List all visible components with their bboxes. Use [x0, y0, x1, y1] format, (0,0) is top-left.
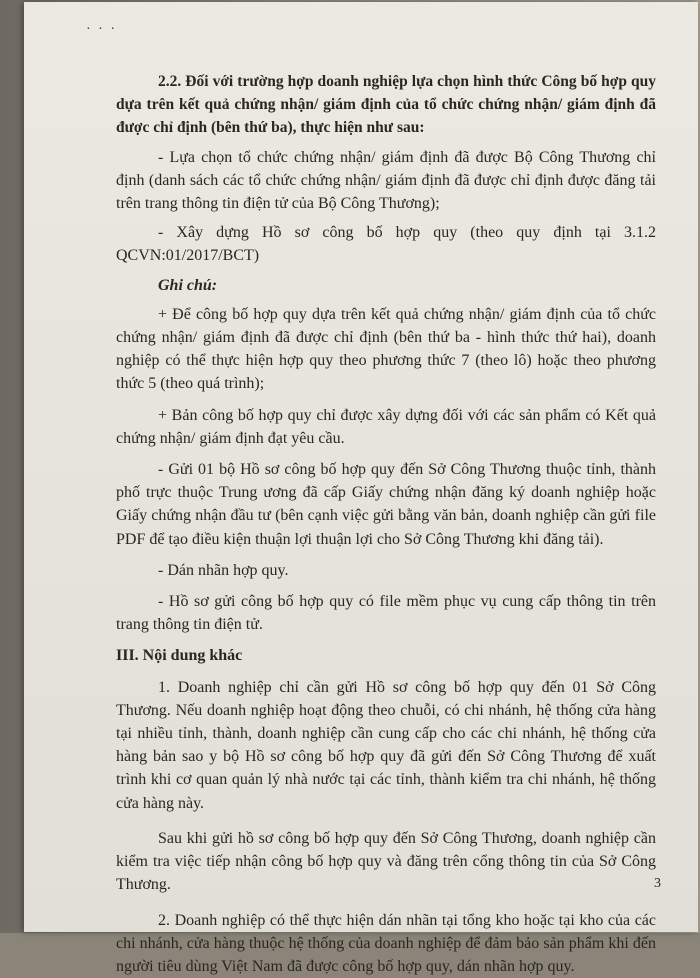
note-label: Ghi chú:	[116, 274, 656, 297]
page-number: 3	[654, 876, 661, 892]
paragraph-other-1: 1. Doanh nghiệp chỉ cần gửi Hồ sơ công bố hợp quy đến 01 Sở Công Thương. Nếu doanh nghiệp hoạt động theo chuỗi, có chi nhánh, hệ thống cửa hàng tại nhiều tỉnh, thành, doanh nghiệp cần cung cấp cho các chi nhánh, hệ thống cửa hàng bản sao y bộ Hồ sơ công bố hợp quy đã gửi đến Sở Công Thương để xuất trình khi cơ quan quản lý nhà nước tại các tỉnh, thành kiểm tra chi nhánh, hệ thống cửa hàng này.	[116, 676, 656, 815]
paragraph-build-dossier: - Xây dựng Hồ sơ công bố hợp quy (theo quy định tại 3.1.2 QCVN:01/2017/BCT)	[116, 221, 656, 267]
section-title-iii: III. Nội dung khác	[116, 644, 656, 667]
paragraph-other-check: Sau khi gửi hồ sơ công bố hợp quy đến Sở Công Thương, doanh nghiệp cần kiểm tra việc tiếp nhận công bố hợp quy và đăng trên cổng thông tin của Sở Công Thương.	[116, 827, 656, 897]
document-page	[24, 2, 698, 932]
paragraph-labeling: - Dán nhãn hợp quy.	[116, 559, 656, 582]
top-marks: · · ·	[86, 22, 117, 38]
paragraph-other-2: 2. Doanh nghiệp có thể thực hiện dán nhãn tại tổng kho hoặc tại kho của các chi nhánh, cửa hàng thuộc hệ thống của doanh nghiệp để đảm bảo sản phẩm khi đến người tiêu dùng Việt Nam đã được công bố hợp quy, dán nhãn hợp quy.	[116, 909, 656, 978]
paragraph-select-organization: - Lựa chọn tổ chức chứng nhận/ giám định đã được Bộ Công Thương chỉ định (danh sách các tổ chức chứng nhận/ giám định đã được chỉ định được đăng tải trên trang thông tin điện tử của Bộ Công Thương);	[116, 146, 656, 216]
paragraph-send-dossier: - Gửi 01 bộ Hồ sơ công bố hợp quy đến Sở Công Thương thuộc tỉnh, thành phố trực thuộc Trung ương đã cấp Giấy chứng nhận đăng ký doanh nghiệp hoặc Giấy chứng nhận đầu tư (bên cạnh việc gửi bằng văn bản, doanh nghiệp cần gửi file PDF để tạo điều kiện thuận lợi thuận lợi cho Sở Công Thương khi đăng tải).	[116, 458, 656, 551]
section-heading-2-2: 2.2. Đối với trường hợp doanh nghiệp lựa chọn hình thức Công bố hợp quy dựa trên kết quả chứng nhận/ giám định của tổ chức chứng nhận/ giám định đã được chỉ định (bên thứ ba), thực hiện như sau:	[116, 70, 656, 140]
paragraph-soft-file: - Hồ sơ gửi công bố hợp quy có file mềm phục vụ cung cấp thông tin trên trang thông tin điện tử.	[116, 590, 656, 636]
note-item-2: + Bản công bố hợp quy chỉ được xây dựng đối với các sản phẩm có Kết quả chứng nhận/ giám định đạt yêu cầu.	[116, 404, 656, 450]
note-item-1: + Để công bố hợp quy dựa trên kết quả chứng nhận/ giám định của tổ chức chứng nhận/ giám định đã được chỉ định (bên thứ ba - hình thức thứ hai), doanh nghiệp có thể thực hiện hợp quy theo phương thức 7 (theo lô) hoặc theo phương thức 5 (theo quá trình);	[116, 303, 656, 396]
document-body	[116, 70, 656, 978]
